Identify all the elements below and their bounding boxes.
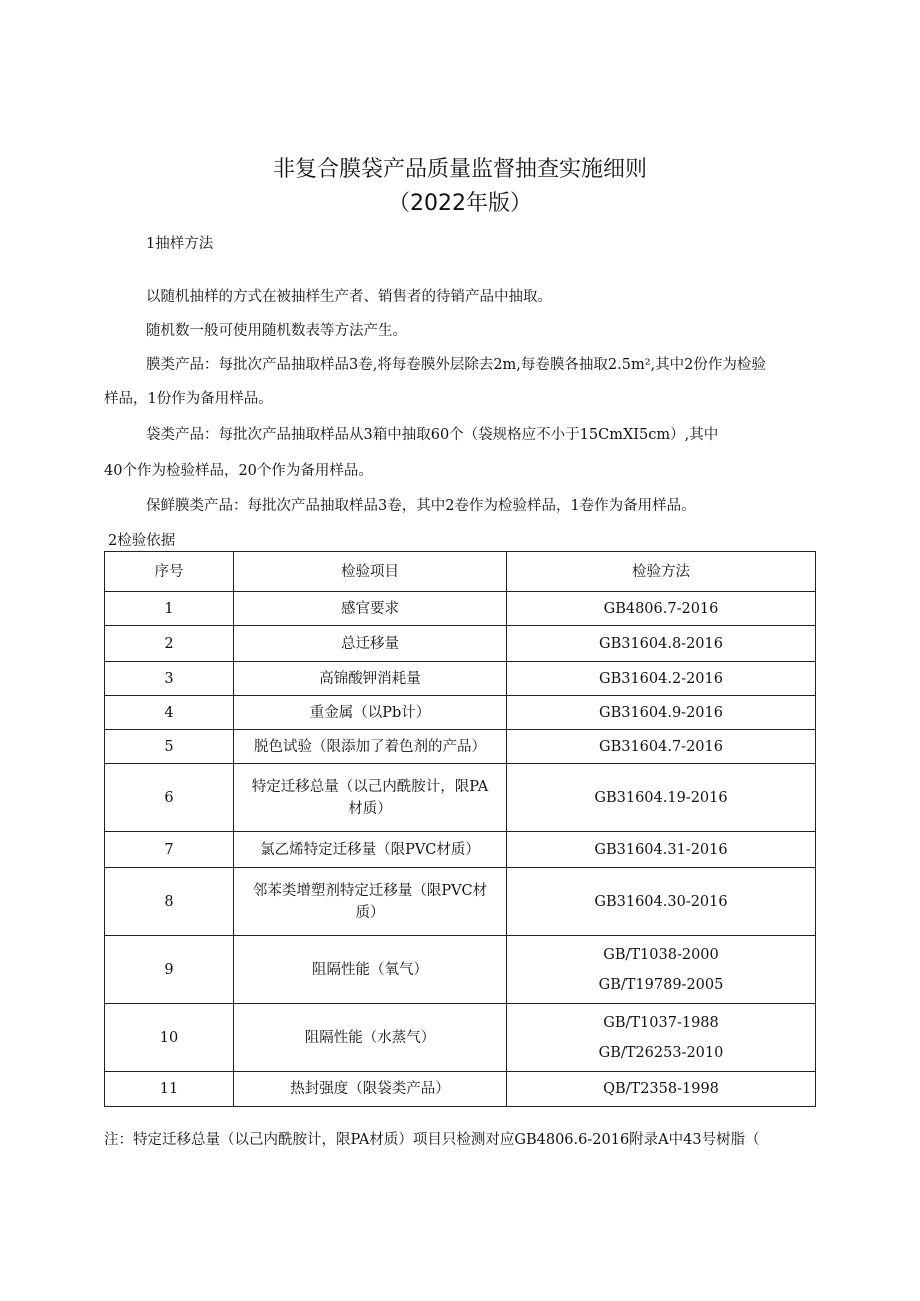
header-item: 检验项目 bbox=[234, 552, 507, 592]
row-method: GB31604.19-2016 bbox=[507, 764, 816, 832]
table-note: 注：特定迁移总量（以己内酰胺计，限PA材质）项目只检测对应GB4806.6-2016附录A中43号树脂（ bbox=[104, 1132, 760, 1148]
document-title: 非复合膜袋产品质量监督抽查实施细则 bbox=[272, 157, 647, 182]
row-item-continued: 材质） bbox=[348, 800, 392, 817]
paragraph-sampling-method: 以随机抽样的方式在被抽样生产者、销售者的待销产品中抽取。 bbox=[146, 289, 552, 305]
row-method: QB/T2358-1998 bbox=[507, 1072, 816, 1107]
row-method: GB/T1037-1988 bbox=[603, 1014, 719, 1031]
row-item: 邻苯类增塑剂特定迁移量（限PVC材 bbox=[252, 882, 488, 899]
row-no: 5 bbox=[105, 730, 234, 764]
row-no: 9 bbox=[105, 936, 234, 1004]
paragraph-bag-products-line2: 40个作为检验样品，20个作为备用样品。 bbox=[104, 463, 373, 479]
row-method-cell bbox=[507, 1004, 816, 1072]
table-row bbox=[105, 592, 816, 626]
row-item: 氯乙烯特定迁移量（限PVC材质） bbox=[234, 832, 507, 868]
row-method: GB31604.30-2016 bbox=[507, 868, 816, 936]
row-method: GB/T1038-2000 bbox=[603, 946, 719, 963]
row-no: 10 bbox=[105, 1004, 234, 1072]
row-method: GB4806.7-2016 bbox=[507, 592, 816, 626]
paragraph-random-number: 随机数一般可使用随机数表等方法产生。 bbox=[146, 323, 407, 339]
paragraph-cling-film: 保鲜膜类产品：每批次产品抽取样品3卷，其中2卷作为检验样品，1卷作为备用样品。 bbox=[146, 498, 696, 514]
row-method: GB31604.9-2016 bbox=[507, 696, 816, 730]
row-no: 6 bbox=[105, 764, 234, 832]
row-item: 阻隔性能（水蒸气） bbox=[234, 1004, 507, 1072]
table-row bbox=[105, 662, 816, 696]
row-method-secondary: GB/T19789-2005 bbox=[598, 976, 724, 993]
table-row bbox=[105, 832, 816, 868]
row-method: GB31604.31-2016 bbox=[507, 832, 816, 868]
table-row bbox=[105, 936, 816, 1004]
row-item: 阻隔性能（氧气） bbox=[234, 936, 507, 1004]
row-method-secondary: GB/T26253-2010 bbox=[598, 1044, 724, 1061]
row-item: 高锦酸钾消耗量 bbox=[234, 662, 507, 696]
row-no: 7 bbox=[105, 832, 234, 868]
table-header-row bbox=[105, 552, 816, 592]
table-row bbox=[105, 730, 816, 764]
inspection-table bbox=[104, 551, 816, 1107]
table-row bbox=[105, 1072, 816, 1107]
table-row bbox=[105, 764, 816, 832]
row-method: GB31604.8-2016 bbox=[507, 626, 816, 662]
paragraph-film-products-line1: 膜类产品：每批次产品抽取样品3卷,将每卷膜外层除去2m,每卷膜各抽取2.5m²,其中2份作为检验 bbox=[146, 357, 766, 373]
document-subtitle: （2022年版） bbox=[388, 191, 532, 216]
section-heading-basis: 2检验依据 bbox=[108, 533, 176, 549]
row-method: GB31604.7-2016 bbox=[507, 730, 816, 764]
table-row bbox=[105, 626, 816, 662]
table-row bbox=[105, 868, 816, 936]
section-heading-sampling: 1抽样方法 bbox=[146, 236, 214, 252]
row-item: 感官要求 bbox=[234, 592, 507, 626]
paragraph-film-products-line2: 样品，1份作为备用样品。 bbox=[104, 391, 273, 407]
paragraph-bag-products-line1: 袋类产品：每批次产品抽取样品从3箱中抽取60个（袋规格应不小于15CmXI5cm）,其中 bbox=[146, 427, 719, 443]
row-item: 特定迁移总量（以己内酰胺计，限PA bbox=[251, 778, 489, 795]
header-method: 检验方法 bbox=[507, 552, 816, 592]
header-no: 序号 bbox=[105, 552, 234, 592]
row-item: 热封强度（限袋类产品） bbox=[234, 1072, 507, 1107]
table-row bbox=[105, 1004, 816, 1072]
row-no: 2 bbox=[105, 626, 234, 662]
row-no: 11 bbox=[105, 1072, 234, 1107]
row-item: 总迁移量 bbox=[234, 626, 507, 662]
row-item-continued: 质） bbox=[355, 904, 385, 921]
row-item: 重金属（以Pb计） bbox=[234, 696, 507, 730]
row-method: GB31604.2-2016 bbox=[507, 662, 816, 696]
row-item-cell bbox=[234, 764, 507, 832]
table-row bbox=[105, 696, 816, 730]
row-no: 8 bbox=[105, 868, 234, 936]
row-no: 1 bbox=[105, 592, 234, 626]
row-method-cell bbox=[507, 936, 816, 1004]
row-no: 4 bbox=[105, 696, 234, 730]
row-no: 3 bbox=[105, 662, 234, 696]
row-item: 脱色试验（限添加了着色剂的产品） bbox=[234, 730, 507, 764]
row-item-cell bbox=[234, 868, 507, 936]
